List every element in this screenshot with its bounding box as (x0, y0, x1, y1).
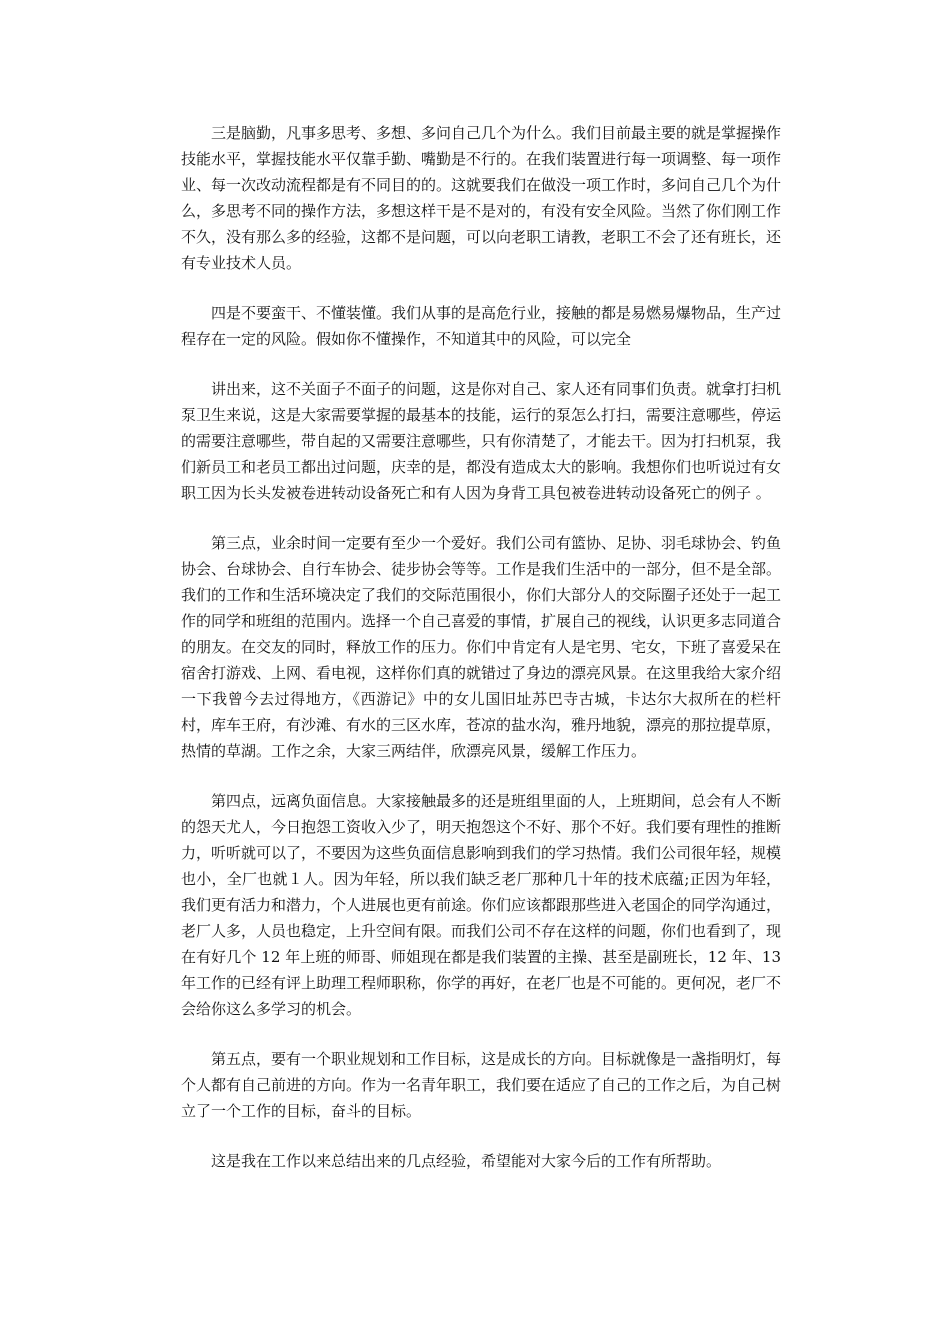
paragraph-no-reckless-work: 四是不要蛮干、不懂装懂。我们从事的是高危行业，接触的都是易燃易爆物品，生产过程存在一定的风险。假如你不懂操作，不知道其中的风险，可以完全 (181, 304, 782, 348)
paragraph-closing: 这是我在工作以来总结出来的几点经验，希望能对大家今后的工作有所帮助。 (211, 1152, 722, 1170)
paragraph-hobby: 第三点，业余时间一定要有至少一个爱好。我们公司有篮协、足协、羽毛球协会、钓鱼协会、台球协会、自行车协会、徒步协会等等。工作是我们生活中的一部分，但不是全部。我们的工作和生活环境决定了我们的交际范围很小，你们大部分人的交际圈子还处于一起工作的同学和班组的范围内。选择一个自己喜爱的事情，扩展自己的视线，认识更多志同道合的朋友。在交友的同时，释放工作的压力。你们中肯定有人是宅男、宅女，下班了喜爱呆在宿舍打游戏、上网、看电视，这样你们真的就错过了身边的漂亮风景。在这里我给大家介绍一下我曾今去过得地方，《西游记》中的女儿国旧址苏巴寺古城，卡达尔大叔所在的栏杆村，库车王府，有沙滩、有水的三区水库，苍凉的盐水沟，雅丹地貌，漂亮的那拉提草原，热情的草湖。工作之余，大家三两结伴，欣漂亮风景，缓解工作压力。 (181, 534, 782, 760)
paragraph-avoid-negativity: 第四点，远离负面信息。大家接触最多的还是班组里面的人，上班期间，总会有人不断的怨天尤人，今日抱怨工资收入少了，明天抱怨这个不好、那个不好。我们要有理性的推断力，听听就可以了，不要因为这些负面信息影响到我们的学习热情。我们公司很年轻，规模也小，全厂也就１人。因为年轻，所以我们缺乏老厂那种几十年的技术底蕴;正因为年轻，我们更有活力和潜力，个人进展也更有前途。你们应该都跟那些进入老国企的同学沟通过，老厂人多，人员也稳定，上升空间有限。而我们公司不存在这样的问题，你们也看到了，现在有好几个 12 年上班的师哥、师姐现在都是我们装置的主操、甚至是副班长，12 年、13 年工作的已经有评上助理工程师职称，你学的再好，在老厂也是不可能的。更何况，老厂不会给你这么多学习的机会。 (181, 792, 782, 1018)
paragraph-brain-diligence: 三是脑勤，凡事多思考、多想、多问自己几个为什么。我们目前最主要的就是掌握操作技能水平，掌握技能水平仅靠手勤、嘴勤是不行的。在我们装置进行每一项调整、每一项作业、每一次改动流程都是有不同目的的。这就要我们在做没一项工作时，多问自己几个为什么，多思考不同的操作方法，多想这样干是不是对的，有没有安全风险。当然了你们刚工作不久，没有那么多的经验，这都不是问题，可以向老职工请教，老职工不会了还有班长，还有专业技术人员。 (181, 124, 782, 272)
paragraph-career-goal: 第五点，要有一个职业规划和工作目标，这是成长的方向。目标就像是一盏指明灯，每个人都有自己前进的方向。作为一名青年职工，我们要在适应了自己的工作之后，为自己树立了一个工作的目标，奋斗的目标。 (181, 1050, 782, 1120)
paragraph-speak-up: 讲出来，这不关面子不面子的问题，这是你对自己、家人还有同事们负责。就拿打扫机泵卫生来说，这是大家需要掌握的最基本的技能，运行的泵怎么打扫，需要注意哪些，停运的需要注意哪些，带自起的又需要注意哪些，只有你清楚了，才能去干。因为打扫机泵，我们新员工和老员工都出过问题，庆幸的是，都没有造成太大的影响。我想你们也听说过有女职工因为长头发被卷进转动设备死亡和有人因为身背工具包被卷进转动设备死亡的例子 。 (181, 380, 782, 502)
document-page (181, 120, 781, 1198)
